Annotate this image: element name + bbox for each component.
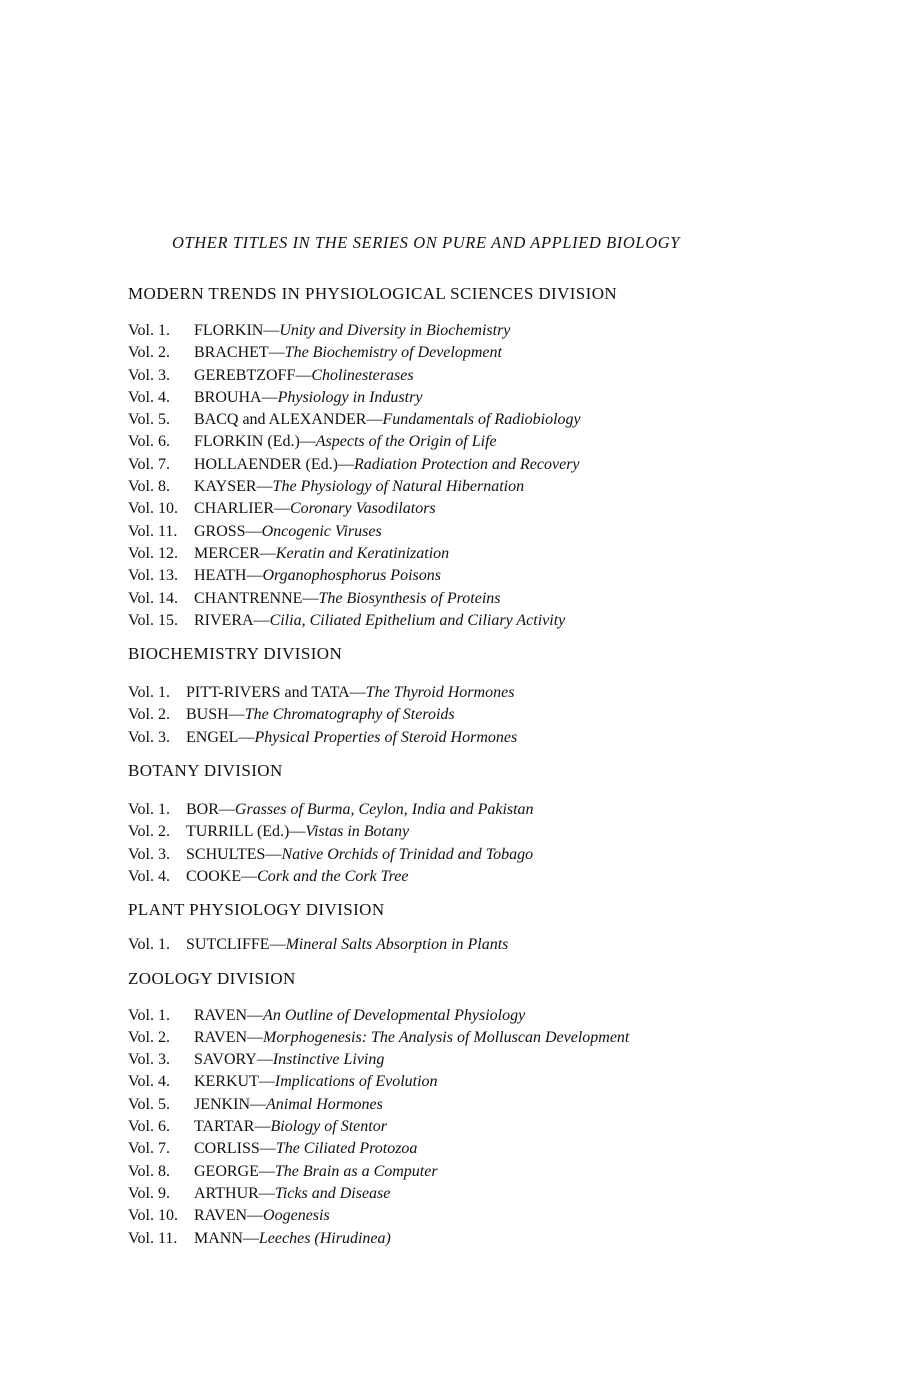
volume-title: Cholinesterases (311, 366, 414, 384)
volume-title: Biology of Stentor (270, 1118, 387, 1136)
volume-author: FLORKIN (Ed.)— (194, 433, 316, 451)
volume-author: SUTCLIFFE— (186, 936, 286, 954)
volume-entry (128, 365, 828, 387)
volume-title: Cilia, Ciliated Epithelium and Ciliary Activity (269, 611, 566, 629)
volume-entry (128, 704, 828, 726)
volume-entry (128, 1005, 828, 1027)
volume-entry (128, 610, 828, 632)
volume-entry (128, 682, 828, 704)
volume-entry (128, 454, 828, 476)
volume-number: Vol. 7. (128, 1140, 170, 1158)
volume-number: Vol. 6. (128, 1118, 170, 1136)
volume-title: Radiation Protection and Recovery (353, 455, 580, 473)
volume-title: Physical Properties of Steroid Hormones (254, 728, 518, 746)
volume-number: Vol. 4. (128, 867, 170, 885)
volume-entry (128, 866, 828, 888)
volume-entry (128, 476, 828, 498)
volume-number: Vol. 10. (128, 1207, 178, 1225)
volume-author: CHARLIER— (194, 500, 290, 518)
volume-title: The Brain as a Computer (274, 1162, 438, 1180)
volume-number: Vol. 14. (128, 589, 178, 607)
volume-entry (128, 543, 828, 565)
volume-entry (128, 799, 828, 821)
volume-author: CORLISS— (194, 1140, 276, 1158)
volume-title: Fundamentals of Radiobiology (382, 411, 581, 429)
volume-number: Vol. 5. (128, 411, 170, 429)
volume-author: KERKUT— (194, 1073, 275, 1091)
volume-number: Vol. 6. (128, 433, 170, 451)
volume-title: An Outline of Developmental Physiology (263, 1006, 526, 1024)
volume-number: Vol. 9. (128, 1184, 170, 1202)
division-botany (128, 759, 828, 888)
division-biochemistry (128, 642, 828, 749)
volume-entry (128, 934, 828, 956)
volume-number: Vol. 1. (128, 801, 170, 819)
volume-author: ENGEL— (186, 728, 255, 746)
volume-number: Vol. 8. (128, 478, 170, 496)
volume-entry (128, 727, 828, 749)
volume-list (128, 1005, 828, 1250)
volume-list (128, 934, 828, 956)
volume-author: CHANTRENNE— (194, 589, 319, 607)
volume-number: Vol. 3. (128, 845, 170, 863)
volume-entry (128, 1071, 828, 1093)
volume-entry (128, 844, 828, 866)
volume-number: Vol. 2. (128, 1028, 170, 1046)
volume-entry (128, 565, 828, 587)
volume-author: RIVERA— (194, 611, 270, 629)
volume-list (128, 320, 828, 632)
volume-author: BOR— (186, 801, 235, 819)
volume-number: Vol. 4. (128, 1073, 170, 1091)
volume-entry (128, 521, 828, 543)
volume-entry (128, 498, 828, 520)
volume-author: FLORKIN— (194, 322, 280, 339)
volume-author: RAVEN— (194, 1028, 264, 1046)
volume-number: Vol. 3. (128, 1051, 170, 1069)
volume-title: Unity and Diversity in Biochemistry (279, 322, 511, 339)
volume-author: SCHULTES— (186, 845, 282, 863)
volume-title: Cork and the Cork Tree (257, 867, 409, 885)
volume-number: Vol. 13. (128, 567, 178, 585)
volume-author: HEATH— (194, 567, 263, 585)
volume-number: Vol. 8. (128, 1162, 170, 1180)
volume-author: TURRILL (Ed.)— (186, 823, 306, 841)
volume-author: JENKIN— (194, 1095, 266, 1113)
volume-title: Leeches (Hirudinea) (258, 1229, 391, 1247)
volume-number: Vol. 2. (128, 344, 170, 362)
volume-title: Morphogenesis: The Analysis of Molluscan Development (263, 1028, 630, 1046)
volume-entry (128, 1161, 828, 1183)
division-modern-trends (128, 282, 828, 632)
volume-title: Oncogenic Viruses (261, 522, 382, 540)
volume-number: Vol. 2. (128, 706, 170, 724)
volume-author: HOLLAENDER (Ed.)— (194, 455, 354, 473)
volume-title: Aspects of the Origin of Life (315, 433, 497, 451)
volume-number: Vol. 10. (128, 500, 178, 518)
volume-author: GEORGE— (194, 1162, 275, 1180)
volume-title: Organophosphorus Poisons (262, 567, 441, 585)
volume-number: Vol. 15. (128, 611, 178, 629)
volume-entry (128, 1183, 828, 1205)
volume-entry (128, 1205, 828, 1227)
division-heading: ZOOLOGY DIVISION (128, 968, 296, 988)
volume-entry (128, 1228, 828, 1250)
volume-author: TARTAR— (194, 1118, 271, 1136)
volume-number: Vol. 3. (128, 728, 170, 746)
volume-author: BACQ and ALEXANDER— (194, 411, 383, 429)
volume-entry (128, 387, 828, 409)
volume-entry (128, 431, 828, 453)
volume-title: Mineral Salts Absorption in Plants (285, 936, 509, 954)
volume-title: The Biosynthesis of Proteins (318, 589, 501, 607)
division-heading: MODERN TRENDS IN PHYSIOLOGICAL SCIENCES DIVISION (128, 284, 618, 303)
volume-entry (128, 1094, 828, 1116)
series-title: OTHER TITLES IN THE SERIES ON PURE AND APPLIED BIOLOGY (172, 233, 680, 252)
volume-title: Oogenesis (263, 1207, 330, 1225)
volume-entry (128, 1138, 828, 1160)
volume-number: Vol. 12. (128, 544, 178, 562)
volume-author: RAVEN— (194, 1006, 264, 1024)
volume-entry (128, 821, 828, 843)
volume-number: Vol. 1. (128, 322, 170, 339)
volume-title: The Physiology of Natural Hibernation (272, 478, 525, 496)
volume-list (128, 682, 828, 749)
volume-title: The Thyroid Hormones (365, 684, 515, 702)
volume-title: Physiology in Industry (277, 388, 423, 406)
division-heading: BOTANY DIVISION (128, 761, 283, 781)
volume-number: Vol. 5. (128, 1095, 170, 1113)
volume-number: Vol. 11. (128, 1229, 178, 1247)
volume-number: Vol. 1. (128, 1006, 170, 1024)
volume-title: Keratin and Keratinization (275, 544, 450, 562)
volume-title: Animal Hormones (266, 1095, 383, 1113)
volume-entry (128, 1116, 828, 1138)
division-list (128, 282, 828, 1250)
volume-entry (128, 320, 828, 342)
division-plant-physiology (128, 898, 828, 956)
volume-title: Implications of Evolution (274, 1073, 438, 1091)
volume-entry (128, 342, 828, 364)
division-zoology (128, 967, 828, 1250)
volume-author: PITT-RIVERS and TATA— (186, 684, 366, 702)
volume-author: BROUHA— (194, 388, 278, 406)
volume-title: Vistas in Botany (305, 823, 410, 841)
volume-number: Vol. 4. (128, 388, 170, 406)
volume-author: GROSS— (194, 522, 262, 540)
volume-author: COOKE— (186, 867, 258, 885)
volume-title: The Biochemistry of Development (284, 344, 502, 362)
volume-number: Vol. 1. (128, 936, 170, 954)
volume-number: Vol. 1. (128, 684, 170, 702)
volume-title: Coronary Vasodilators (290, 500, 436, 518)
volume-number: Vol. 2. (128, 823, 170, 841)
division-heading: BIOCHEMISTRY DIVISION (128, 644, 343, 664)
volume-author: BRACHET— (194, 344, 285, 362)
volume-author: MERCER— (194, 544, 276, 562)
volume-title: The Chromatography of Steroids (244, 706, 455, 724)
volume-entry (128, 409, 828, 431)
volume-author: GEREBTZOFF— (194, 366, 312, 384)
volume-author: RAVEN— (194, 1207, 264, 1225)
division-heading: PLANT PHYSIOLOGY DIVISION (128, 900, 385, 920)
volume-number: Vol. 3. (128, 366, 170, 384)
volume-number: Vol. 7. (128, 455, 170, 473)
volume-entry (128, 1027, 828, 1049)
volume-author: KAYSER— (194, 478, 273, 496)
volume-author: MANN— (194, 1229, 259, 1247)
volume-author: BUSH— (186, 706, 245, 724)
volume-title: Instinctive Living (272, 1051, 385, 1069)
volume-list (128, 799, 828, 888)
volume-author: ARTHUR— (194, 1184, 275, 1202)
volume-entry (128, 1049, 828, 1071)
volume-title: Native Orchids of Trinidad and Tobago (281, 845, 534, 863)
volume-title: Ticks and Disease (274, 1184, 391, 1202)
volume-title: The Ciliated Protozoa (275, 1140, 418, 1158)
volume-author: SAVORY— (194, 1051, 273, 1069)
volume-number: Vol. 11. (128, 522, 178, 540)
volume-entry (128, 588, 828, 610)
volume-title: Grasses of Burma, Ceylon, India and Pakistan (234, 801, 534, 819)
